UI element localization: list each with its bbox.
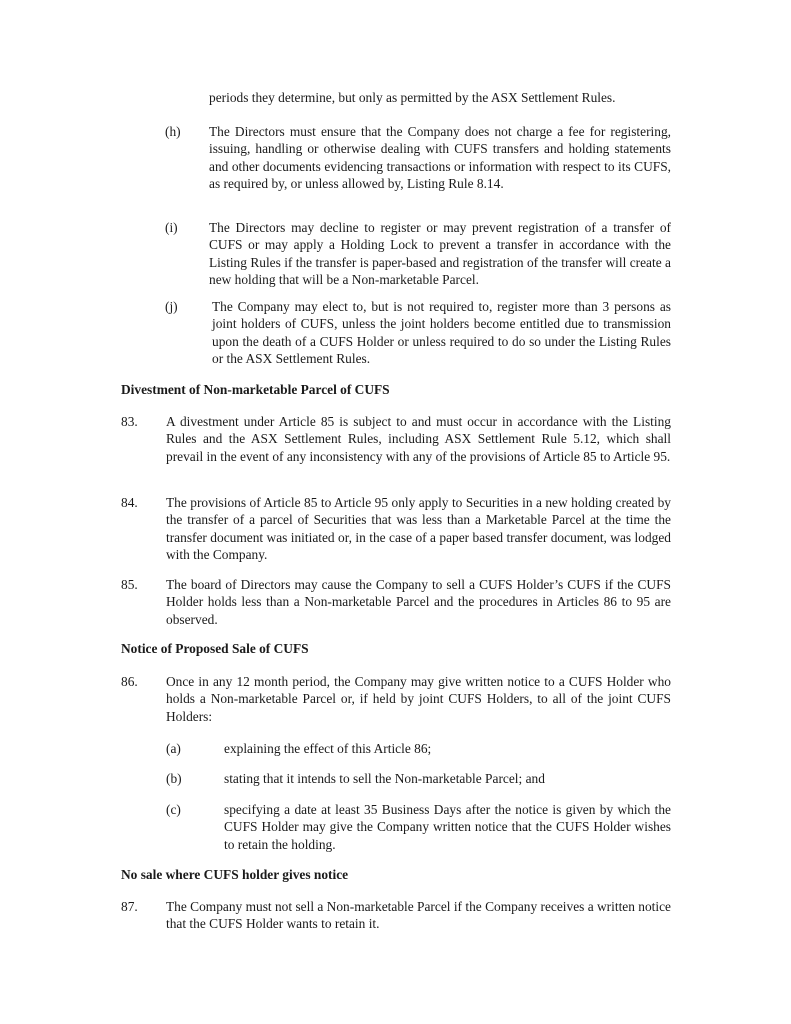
article-number: 85. (121, 577, 138, 592)
subclause-label: (h) (165, 124, 181, 139)
section-heading: No sale where CUFS holder gives notice (121, 867, 349, 882)
paragraph-text: specifying a date at least 35 Business Days after the notice is given by which the CUFS Holder may give the Company written notice that the CUFS Holder wishes to retain the holding. (224, 802, 671, 852)
section-heading: Divestment of Non-marketable Parcel of CUFS (121, 382, 390, 397)
subclause-label: (j) (165, 299, 178, 314)
paragraph-label: (a) (166, 741, 181, 756)
article-text: The Company must not sell a Non-marketable Parcel if the Company receives a written notice that the CUFS Holder wants to retain it. (166, 899, 671, 932)
article-number: 83. (121, 414, 138, 429)
paragraph-text: stating that it intends to sell the Non-marketable Parcel; and (224, 771, 545, 786)
article-number: 84. (121, 495, 138, 510)
article-number: 86. (121, 674, 138, 689)
article-number: 87. (121, 899, 138, 914)
article-text: A divestment under Article 85 is subject to and must occur in accordance with the Listing Rules and the ASX Settlement Rules, including ASX Settlement Rule 5.12, which shall prevail in the event of any inconsistency with any of the provisions of Article 85 to Article 95. (166, 414, 671, 464)
paragraph-label: (b) (166, 771, 182, 786)
subclause-text: The Company may elect to, but is not required to, register more than 3 persons as joint holders of CUFS, unless the joint holders become entitled due to transmission upon the death of a CUFS Holder or unless required to do so under the Listing Rules or the ASX Settlement Rules. (212, 299, 671, 367)
continuation-text: periods they determine, but only as permitted by the ASX Settlement Rules. (209, 90, 616, 105)
article-text: The board of Directors may cause the Company to sell a CUFS Holder’s CUFS if the CUFS Holder holds less than a Non-marketable Parcel and the procedures in Articles 86 to 95 are observed. (166, 577, 671, 627)
section-heading: Notice of Proposed Sale of CUFS (121, 641, 309, 656)
paragraph-label: (c) (166, 802, 181, 817)
paragraph-text: explaining the effect of this Article 86; (224, 741, 432, 756)
article-text: The provisions of Article 85 to Article 95 only apply to Securities in a new holding created by the transfer of a parcel of Securities that was less than a Marketable Parcel at the time the transfer document was initiated or, in the case of a paper based transfer document, was lodged with the Company. (166, 495, 671, 563)
subclause-text: The Directors must ensure that the Company does not charge a fee for registering, issuing, handling or otherwise dealing with CUFS transfers and holding statements and other documents evidencing transactions or information with respect to its CUFS, as required by, or unless allowed by, Listing Rule 8.14. (209, 124, 671, 192)
subclause-label: (i) (165, 220, 178, 235)
subclause-text: The Directors may decline to register or may prevent registration of a transfer of CUFS or may apply a Holding Lock to prevent a transfer in accordance with the Listing Rules if the transfer is paper-based and registration of the transfer will create a new holding that will be a Non-marketable Parcel. (209, 220, 671, 288)
article-text: Once in any 12 month period, the Company may give written notice to a CUFS Holder who holds a Non-marketable Parcel or, if held by joint CUFS Holders, to all of the joint CUFS Holders: (166, 674, 671, 724)
